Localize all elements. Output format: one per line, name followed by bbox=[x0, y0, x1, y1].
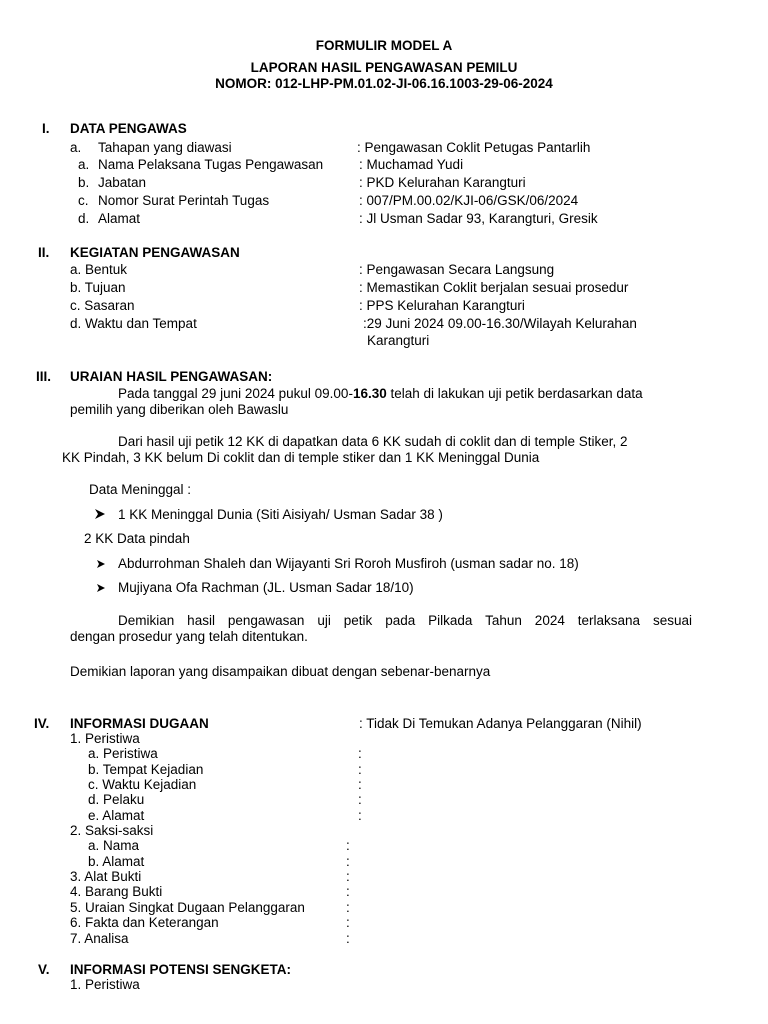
s4-item-7: 7. Analisa bbox=[70, 931, 129, 946]
section-3-number: III. bbox=[36, 369, 52, 384]
paragraph-2-line-2: KK Pindah, 3 KK belum Di coklit dan di temple stiker dan 1 KK Meninggal Dunia bbox=[62, 450, 540, 465]
s4-item-1d-colon: : bbox=[358, 792, 362, 807]
s4-item-4-colon: : bbox=[346, 884, 350, 899]
s1-row-3-label: Jabatan bbox=[98, 175, 147, 190]
s4-item-1d: d. Pelaku bbox=[88, 792, 145, 807]
section-1-number: I. bbox=[42, 121, 50, 136]
s1-row-4-label: Nomor Surat Perintah Tugas bbox=[98, 193, 270, 208]
s4-item-1b: b. Tempat Kejadian bbox=[88, 762, 204, 777]
report-number: NOMOR: 012-LHP-PM.01.02-JI-06.16.1003-29-06-2024 bbox=[215, 76, 553, 91]
moved-data-label: 2 KK Data pindah bbox=[84, 531, 190, 546]
moved-data-item-2: Mujiyana Ofa Rachman (JL. Usman Sadar 18/10) bbox=[118, 580, 414, 595]
arrowhead-bullet-icon bbox=[96, 581, 106, 597]
s1-row-2-label: Nama Pelaksana Tugas Pengawasan bbox=[98, 157, 324, 172]
s1-row-1-label: Tahapan yang diawasi bbox=[98, 140, 232, 155]
s4-item-3-colon: : bbox=[346, 869, 350, 884]
s4-item-2b-colon: : bbox=[346, 854, 350, 869]
paragraph-1-line-1: Pada tanggal 29 juni 2024 pukul 09.00-16.30 telah di lakukan uji petik berdasarkan data bbox=[118, 386, 643, 401]
section-5-number: V. bbox=[38, 962, 50, 977]
paragraph-1-line-2: pemilih yang diberikan oleh Bawaslu bbox=[70, 402, 289, 417]
s2-row-1-label: a. Bentuk bbox=[70, 262, 128, 277]
s2-row-3-value: : PPS Kelurahan Karangturi bbox=[359, 298, 525, 313]
arrowhead-bullet-icon bbox=[96, 557, 106, 573]
s4-item-2b: b. Alamat bbox=[88, 854, 145, 869]
section-4-number: IV. bbox=[34, 716, 50, 731]
section-5-title: INFORMASI POTENSI SENGKETA: bbox=[70, 962, 292, 977]
dead-data-item: 1 KK Meninggal Dunia (Siti Aisiyah/ Usman Sadar 38 ) bbox=[118, 507, 443, 522]
arrowhead-bullet-icon bbox=[94, 508, 106, 524]
paragraph-2-line-1: Dari hasil uji petik 12 KK di dapatkan data 6 KK sudah di coklit dan di temple Stiker, 2 bbox=[118, 434, 628, 449]
s1-row-2-value: : Muchamad Yudi bbox=[359, 157, 464, 172]
s4-item-6-colon: : bbox=[346, 915, 350, 930]
s4-item-7-colon: : bbox=[346, 931, 350, 946]
s4-item-1: 1. Peristiwa bbox=[70, 731, 140, 746]
s1-row-5-label: Alamat bbox=[98, 211, 141, 226]
section-2-title: KEGIATAN PENGAWASAN bbox=[70, 245, 240, 260]
s4-item-1b-colon: : bbox=[358, 762, 362, 777]
form-title: FORMULIR MODEL A bbox=[315, 38, 453, 53]
s4-item-1c-colon: : bbox=[358, 777, 362, 792]
section-2-number: II. bbox=[38, 245, 50, 260]
s1-row-4-value: : 007/PM.00.02/KJI-06/GSK/06/2024 bbox=[359, 193, 579, 208]
s4-item-2a-colon: : bbox=[346, 838, 350, 853]
s4-item-6: 6. Fakta dan Keterangan bbox=[70, 915, 219, 930]
s1-row-5-value: : Jl Usman Sadar 93, Karangturi, Gresik bbox=[359, 211, 598, 226]
s5-item-1: 1. Peristiwa bbox=[70, 977, 140, 992]
s2-row-1-value: : Pengawasan Secara Langsung bbox=[359, 262, 555, 277]
s2-row-4-value: :29 Juni 2024 09.00-16.30/Wilayah Kelurahan bbox=[363, 316, 637, 331]
s2-row-2-value: : Memastikan Coklit berjalan sesuai prosedur bbox=[359, 280, 629, 295]
closing-statement: Demikian laporan yang disampaikan dibuat dengan sebenar-benarnya bbox=[70, 664, 491, 679]
s4-item-5: 5. Uraian Singkat Dugaan Pelanggaran bbox=[70, 900, 305, 915]
paragraph-3-line-1: Demikian hasil pengawasan uji petik pada Pilkada Tahun 2024 terlaksana sesuai bbox=[118, 613, 692, 628]
s2-row-4-label: d. Waktu dan Tempat bbox=[70, 316, 197, 331]
s4-item-4: 4. Barang Bukti bbox=[70, 884, 163, 899]
s1-row-4-letter: c. bbox=[78, 193, 89, 208]
s4-item-1a-colon: : bbox=[358, 746, 362, 761]
s4-item-2: 2. Saksi-saksi bbox=[70, 823, 154, 838]
s4-item-1c: c. Waktu Kejadian bbox=[88, 777, 197, 792]
section-4-value: : Tidak Di Temukan Adanya Pelanggaran (Nihil) bbox=[359, 716, 642, 731]
s4-item-2a: a. Nama bbox=[88, 838, 140, 853]
s1-row-3-value: : PKD Kelurahan Karangturi bbox=[359, 175, 526, 190]
report-title: LAPORAN HASIL PENGAWASAN PEMILU bbox=[250, 60, 518, 75]
s1-row-2-letter: a. bbox=[78, 157, 90, 172]
moved-data-item-1: Abdurrohman Shaleh dan Wijayanti Sri Roroh Musfiroh (usman sadar no. 18) bbox=[118, 556, 579, 571]
s4-item-1e-colon: : bbox=[358, 808, 362, 823]
s4-item-1e: e. Alamat bbox=[88, 808, 145, 823]
s2-row-4-value-cont: Karangturi bbox=[367, 333, 430, 348]
section-3-title: URAIAN HASIL PENGAWASAN: bbox=[70, 369, 273, 384]
s2-row-3-label: c. Sasaran bbox=[70, 298, 135, 313]
dead-data-label: Data Meninggal : bbox=[89, 482, 192, 497]
s1-row-5-letter: d. bbox=[78, 211, 90, 226]
s4-item-5-colon: : bbox=[346, 900, 350, 915]
s1-row-1-letter: a. bbox=[70, 140, 82, 155]
paragraph-3-line-2: dengan prosedur yang telah ditentukan. bbox=[70, 629, 308, 644]
s1-row-1-value: : Pengawasan Coklit Petugas Pantarlih bbox=[357, 140, 591, 155]
section-1-title: DATA PENGAWAS bbox=[70, 121, 187, 136]
s1-row-3-letter: b. bbox=[78, 175, 90, 190]
s2-row-2-label: b. Tujuan bbox=[70, 280, 126, 295]
s4-item-1a: a. Peristiwa bbox=[88, 746, 158, 761]
s4-item-3: 3. Alat Bukti bbox=[70, 869, 142, 884]
section-4-title: INFORMASI DUGAAN bbox=[70, 716, 209, 731]
